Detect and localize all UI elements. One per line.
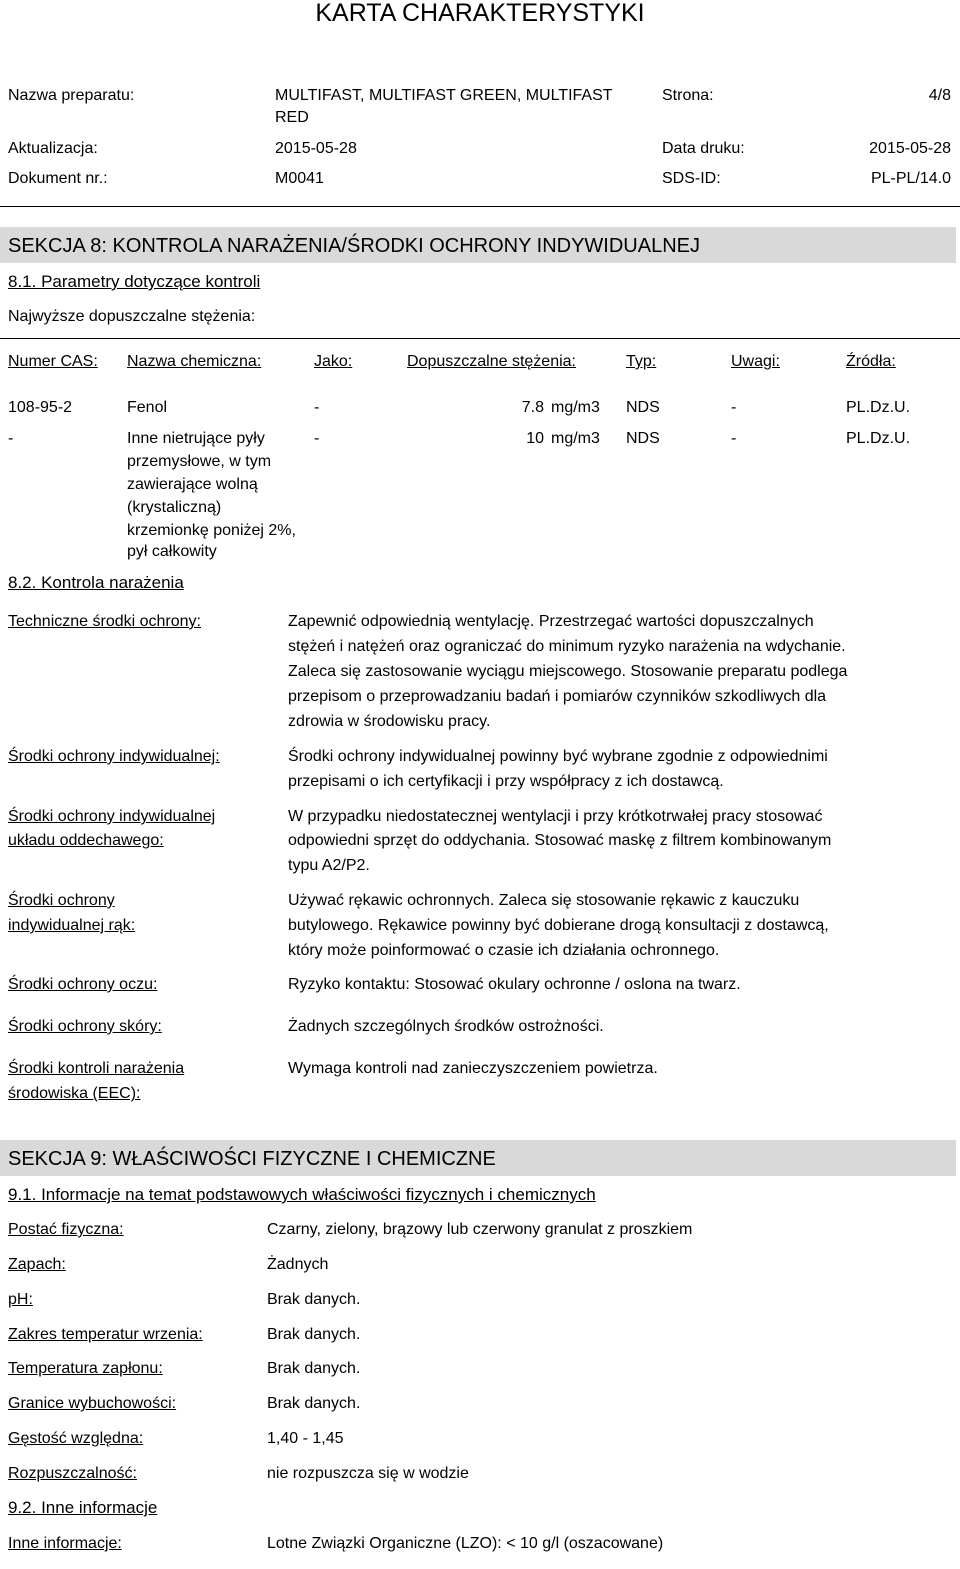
- respiratory-line1: W przypadku niedostatecznej wentylacji i przy krótkotrwałej pracy stosować: [288, 808, 823, 825]
- prop-ph-value: Brak danych.: [267, 1291, 361, 1308]
- table-top-rule: [0, 338, 960, 339]
- eye-protection-label: Środki ochrony oczu:: [8, 976, 158, 993]
- other-info-label: Inne informacje:: [8, 1535, 122, 1552]
- sds-id-label: SDS-ID:: [662, 170, 721, 187]
- document-number-value: M0041: [275, 170, 324, 187]
- col-cas: Numer CAS:: [8, 353, 98, 370]
- col-chemical-name: Nazwa chemiczna:: [127, 353, 262, 370]
- product-name-line2: RED: [275, 109, 309, 126]
- table-row-1-source: PL.Dz.U.: [846, 399, 911, 416]
- skin-protection-text: Żadnych szczególnych środków ostrożności.: [288, 1018, 604, 1035]
- prop-flash-point-label: Temperatura zapłonu:: [8, 1360, 163, 1377]
- section8-1-heading: 8.1. Parametry dotyczące kontroli: [8, 272, 261, 291]
- skin-protection-label: Środki ochrony skóry:: [8, 1018, 162, 1035]
- col-type: Typ:: [626, 353, 657, 370]
- col-as: Jako:: [314, 353, 353, 370]
- prop-explosion-limits-label: Granice wybuchowości:: [8, 1395, 177, 1412]
- technical-measures-line2: stężeń i natężeń oraz ograniczać do minimum ryzyko narażenia na wdychanie.: [288, 638, 846, 655]
- page-label: Strona:: [662, 87, 714, 104]
- technical-measures-line3: Zaleca się zastosowanie wyciągu miejscowego. Stosowanie preparatu podlega: [288, 663, 848, 680]
- hand-protection-line2: butylowego. Rękawice powinny być dobierane drogą konsultacji z dostawcą,: [288, 917, 829, 934]
- prop-boiling-range-label: Zakres temperatur wrzenia:: [8, 1326, 203, 1343]
- ppe-label: Środki ochrony indywidualnej:: [8, 748, 220, 765]
- limits-intro: Najwyższe dopuszczalne stężenia:: [8, 308, 256, 325]
- table-row-2-as: -: [314, 430, 320, 447]
- table-row-2-cas: -: [8, 430, 14, 447]
- respiratory-label-line1: Środki ochrony indywidualnej: [8, 808, 216, 825]
- table-row-2-name-line1: Inne nietrujące pyły: [127, 430, 265, 447]
- respiratory-line3: typu A2/P2.: [288, 857, 370, 874]
- section9-title: SEKCJA 9: WŁAŚCIWOŚCI FIZYCZNE I CHEMICZNE: [8, 1148, 496, 1170]
- prop-relative-density-value: 1,40 - 1,45: [267, 1430, 344, 1447]
- table-row-1-name: Fenol: [127, 399, 168, 416]
- product-name-label: Nazwa preparatu:: [8, 87, 135, 104]
- prop-odor-value: Żadnych: [267, 1256, 329, 1273]
- section9-2-heading: 9.2. Inne informacje: [8, 1498, 158, 1517]
- prop-physical-form-value: Czarny, zielony, brązowy lub czerwony granulat z proszkiem: [267, 1221, 693, 1238]
- table-row-2-source: PL.Dz.U.: [846, 430, 911, 447]
- col-remarks: Uwagi:: [731, 353, 780, 370]
- prop-solubility-label: Rozpuszczalność:: [8, 1465, 137, 1482]
- technical-measures-line4: przepisom o przeprowadzaniu badań i pomiarów czynników szkodliwych dla: [288, 688, 827, 705]
- environment-label-line1: Środki kontroli narażenia: [8, 1060, 185, 1077]
- prop-ph-label: pH:: [8, 1291, 33, 1308]
- page-value: 4/8: [928, 87, 951, 104]
- document-title: KARTA CHARAKTERYSTYKI: [315, 0, 645, 27]
- update-label: Aktualizacja:: [8, 140, 98, 157]
- sds-id-value: PL-PL/14.0: [870, 170, 951, 187]
- section9-1-heading: 9.1. Informacje na temat podstawowych właściwości fizycznych i chemicznych: [8, 1185, 596, 1204]
- section8-2-heading: 8.2. Kontrola narażenia: [8, 573, 184, 592]
- hand-protection-line1: Używać rękawic ochronnych. Zaleca się stosowanie rękawic z kauczuku: [288, 892, 800, 909]
- table-row-2-name-line2: przemysłowe, w tym: [127, 453, 272, 470]
- eye-protection-text: Ryzyko kontaktu: Stosować okulary ochronne / oslona na twarz.: [288, 976, 741, 993]
- table-row-2-name-line5: krzemionkę poniżej 2%,: [127, 522, 296, 539]
- prop-relative-density-label: Gęstość względna:: [8, 1430, 144, 1447]
- table-row-2-name-line3: zawierające wolną: [127, 476, 258, 493]
- table-row-2-name-line6: pył całkowity: [127, 543, 217, 560]
- table-row-1-value: 7.8: [521, 399, 544, 416]
- respiratory-label-line2: układu oddechawego:: [8, 832, 164, 849]
- document-number-label: Dokument nr.:: [8, 170, 108, 187]
- table-row-2-name-line4: (krystaliczną): [127, 499, 222, 516]
- ppe-line2: przepisami o ich certyfikacji i przy współpracy z ich dostawcą.: [288, 773, 724, 790]
- header-divider: [0, 206, 960, 207]
- respiratory-line2: odpowiedni sprzęt do oddychania. Stosować maskę z filtrem kombinowanym: [288, 832, 832, 849]
- table-row-1-unit: mg/m3: [551, 399, 600, 416]
- table-row-1-cas: 108-95-2: [8, 399, 73, 416]
- hand-protection-label-line2: indywidualnej rąk:: [8, 917, 136, 934]
- prop-odor-label: Zapach:: [8, 1256, 66, 1273]
- table-row-2-type: NDS: [626, 430, 660, 447]
- product-name-line1: MULTIFAST, MULTIFAST GREEN, MULTIFAST: [275, 87, 613, 104]
- hand-protection-line3: który może poinformować o czasie ich działania ochronnego.: [288, 942, 720, 959]
- ppe-line1: Środki ochrony indywidualnej powinny być wybrane zgodnie z odpowiednimi: [288, 748, 828, 765]
- table-row-1-remarks: -: [731, 399, 737, 416]
- print-date-label: Data druku:: [662, 140, 745, 157]
- other-info-value: Lotne Związki Organiczne (LZO): < 10 g/l (oszacowane): [267, 1535, 664, 1552]
- print-date-value: 2015-05-28: [869, 140, 951, 157]
- section8-title: SEKCJA 8: KONTROLA NARAŻENIA/ŚRODKI OCHRONY INDYWIDUALNEJ: [8, 235, 700, 257]
- update-value: 2015-05-28: [275, 140, 357, 157]
- col-limits: Dopuszczalne stężenia:: [407, 353, 576, 370]
- prop-solubility-value: nie rozpuszcza się w wodzie: [267, 1465, 469, 1482]
- hand-protection-label-line1: Środki ochrony: [8, 892, 115, 909]
- table-row-2-value: 10: [526, 430, 544, 447]
- environment-label-line2: środowiska (EEC):: [8, 1085, 141, 1102]
- prop-boiling-range-value: Brak danych.: [267, 1326, 361, 1343]
- col-sources: Źródła:: [846, 353, 896, 370]
- table-row-2-unit: mg/m3: [551, 430, 600, 447]
- prop-explosion-limits-value: Brak danych.: [267, 1395, 361, 1412]
- technical-measures-line1: Zapewnić odpowiednią wentylację. Przestrzegać wartości dopuszczalnych: [288, 613, 814, 630]
- technical-measures-line5: zdrowia w środowisku pracy.: [288, 713, 491, 730]
- environment-text: Wymaga kontroli nad zanieczyszczeniem powietrza.: [288, 1060, 658, 1077]
- table-row-2-remarks: -: [731, 430, 737, 447]
- table-row-1-type: NDS: [626, 399, 660, 416]
- technical-measures-label: Techniczne środki ochrony:: [8, 613, 201, 630]
- prop-flash-point-value: Brak danych.: [267, 1360, 361, 1377]
- prop-physical-form-label: Postać fizyczna:: [8, 1221, 124, 1238]
- table-row-1-as: -: [314, 399, 320, 416]
